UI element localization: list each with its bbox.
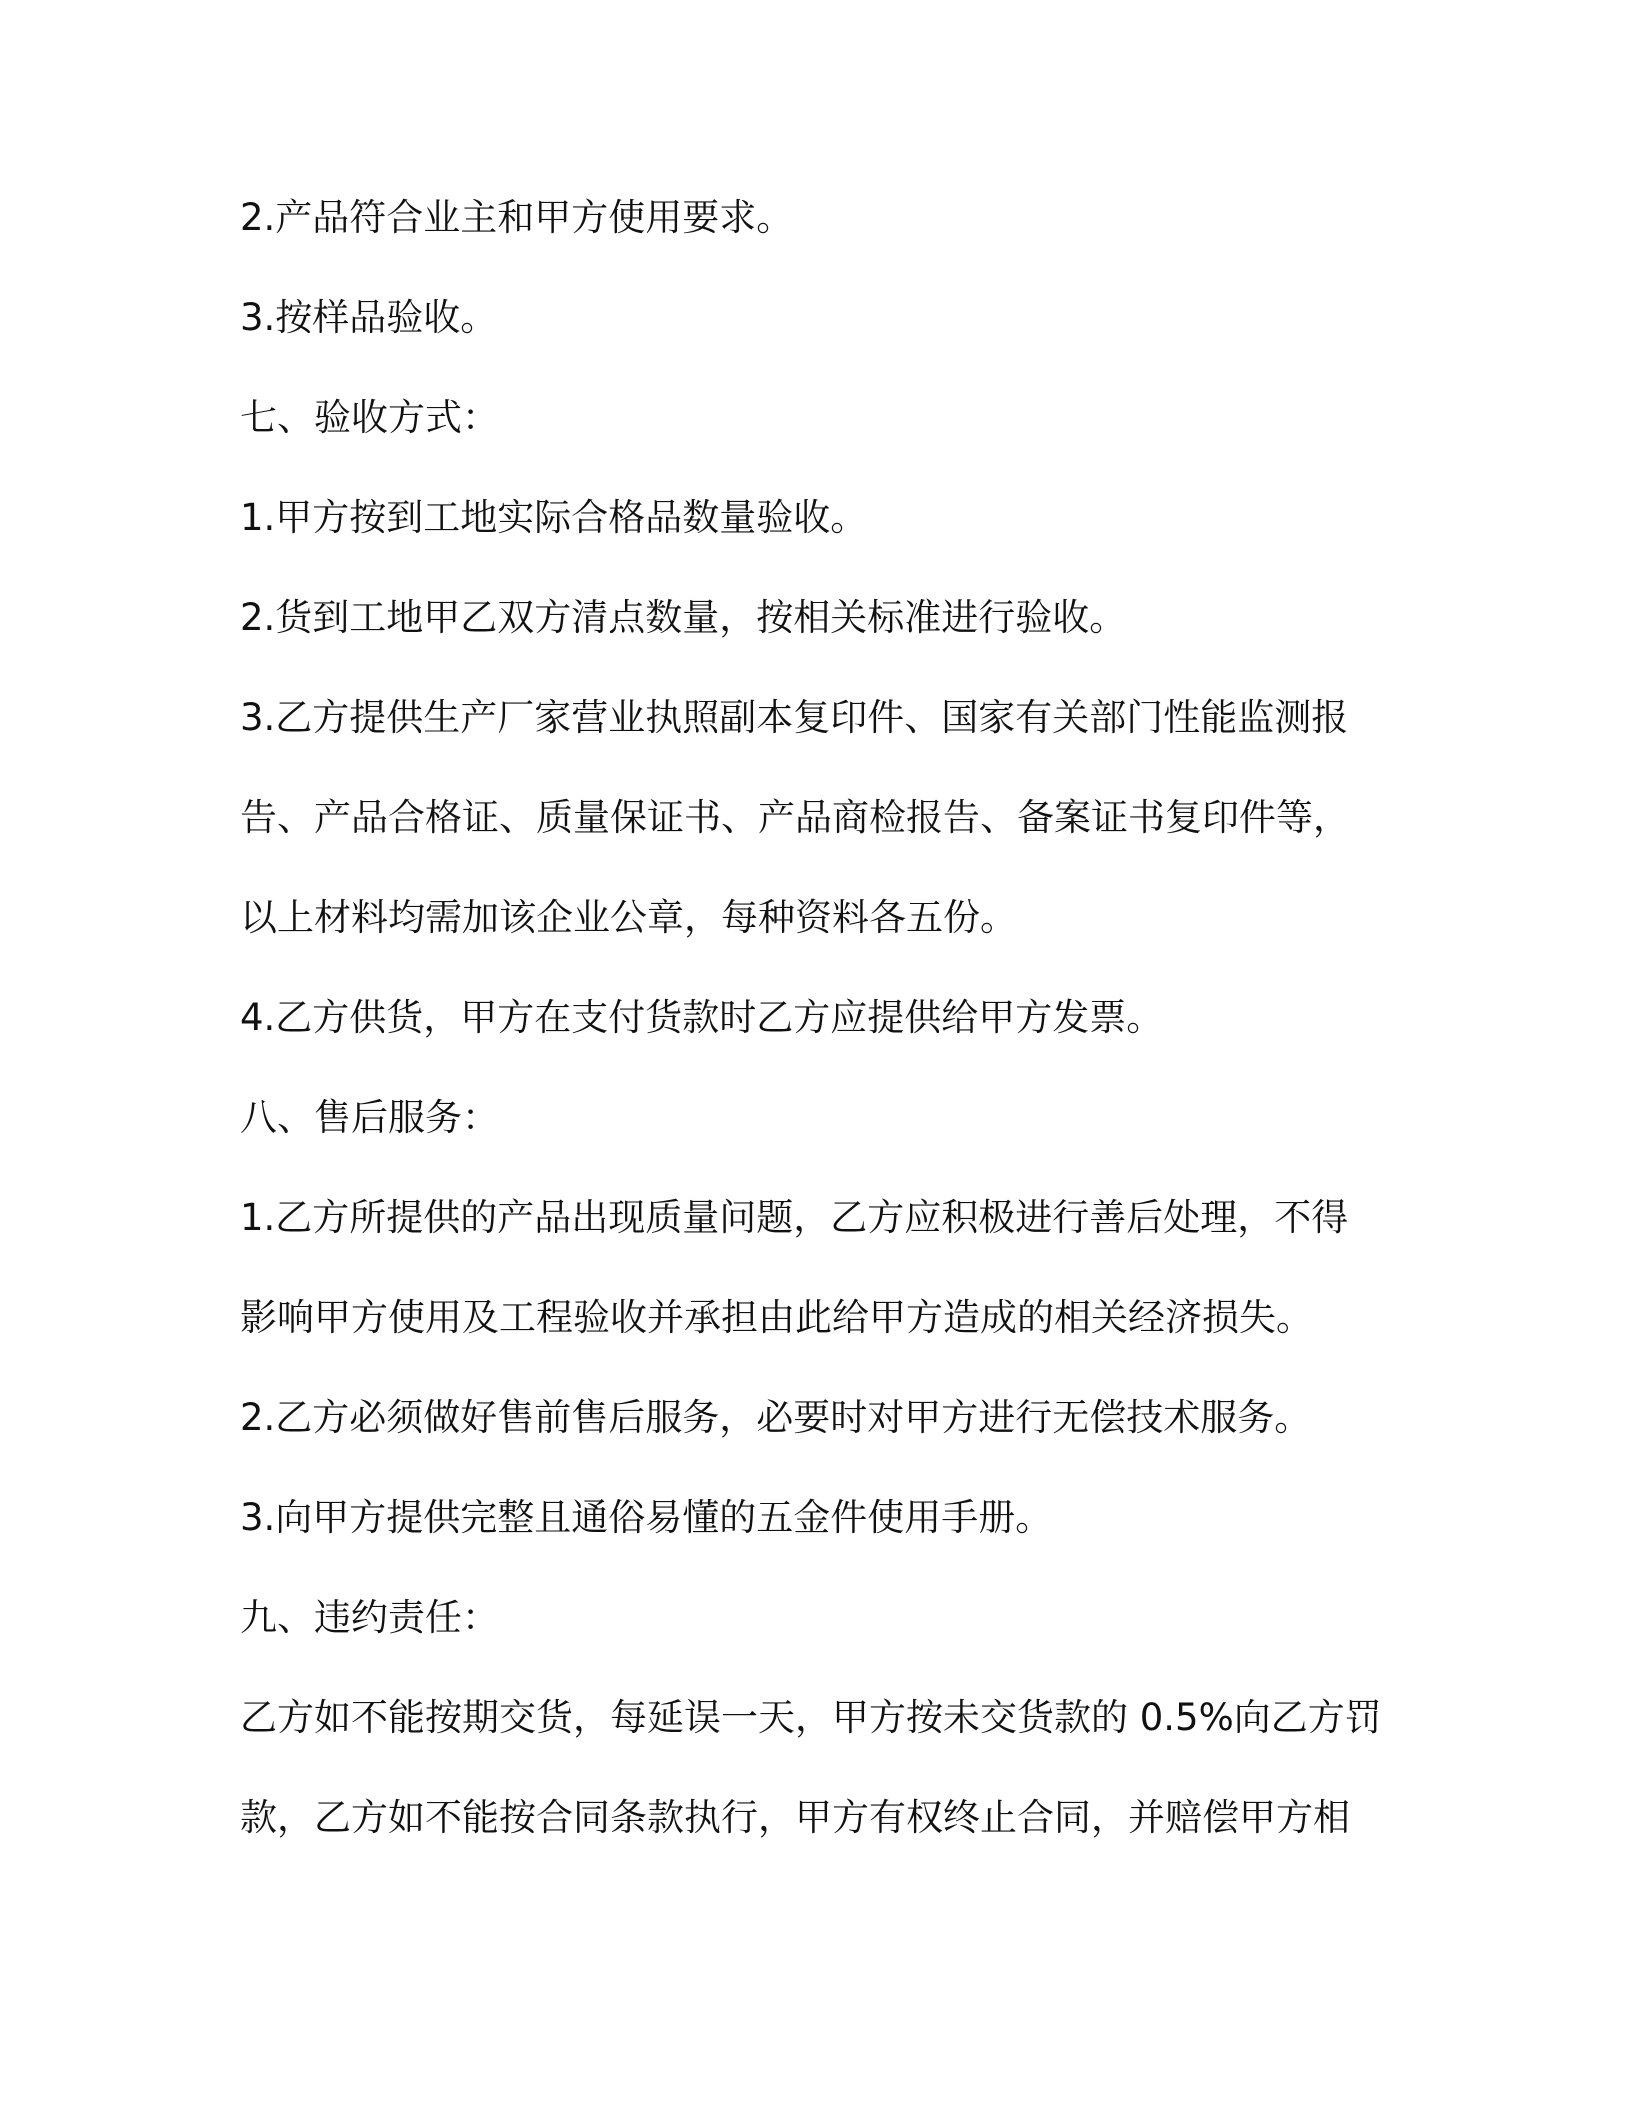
clause-line: 2.货到工地甲乙双方清点数量，按相关标准进行验收。 [240,596,1127,639]
section-heading: 九、违约责任： [240,1596,499,1639]
clause-line: 影响甲方使用及工程验收并承担由此给甲方造成的相关经济损失。 [240,1296,1313,1339]
clause-line: 3.向甲方提供完整且通俗易懂的五金件使用手册。 [240,1496,1053,1539]
clause-line: 乙方如不能按期交货，每延误一天，甲方按未交货款的 0.5%向乙方罚 [240,1696,1382,1739]
section-heading: 七、验收方式： [240,396,499,439]
clause-line: 款，乙方如不能按合同条款执行，甲方有权终止合同，并赔偿甲方相 [240,1796,1350,1839]
clause-line: 3.乙方提供生产厂家营业执照副本复印件、国家有关部门性能监测报 [240,696,1349,739]
clause-line: 以上材料均需加该企业公章，每种资料各五份。 [240,896,1017,939]
clause-line: 4.乙方供货，甲方在支付货款时乙方应提供给甲方发票。 [240,996,1164,1039]
clause-line: 2.产品符合业主和甲方使用要求。 [240,196,794,239]
clause-line: 1.甲方按到工地实际合格品数量验收。 [240,496,868,539]
clause-line: 告、产品合格证、质量保证书、产品商检报告、备案证书复印件等， [240,796,1350,839]
clause-line: 3.按样品验收。 [240,296,498,339]
clause-line: 2.乙方必须做好售前售后服务，必要时对甲方进行无偿技术服务。 [240,1396,1312,1439]
clause-line: 1.乙方所提供的产品出现质量问题，乙方应积极进行善后处理，不得 [240,1196,1349,1239]
section-heading: 八、售后服务： [240,1096,499,1139]
